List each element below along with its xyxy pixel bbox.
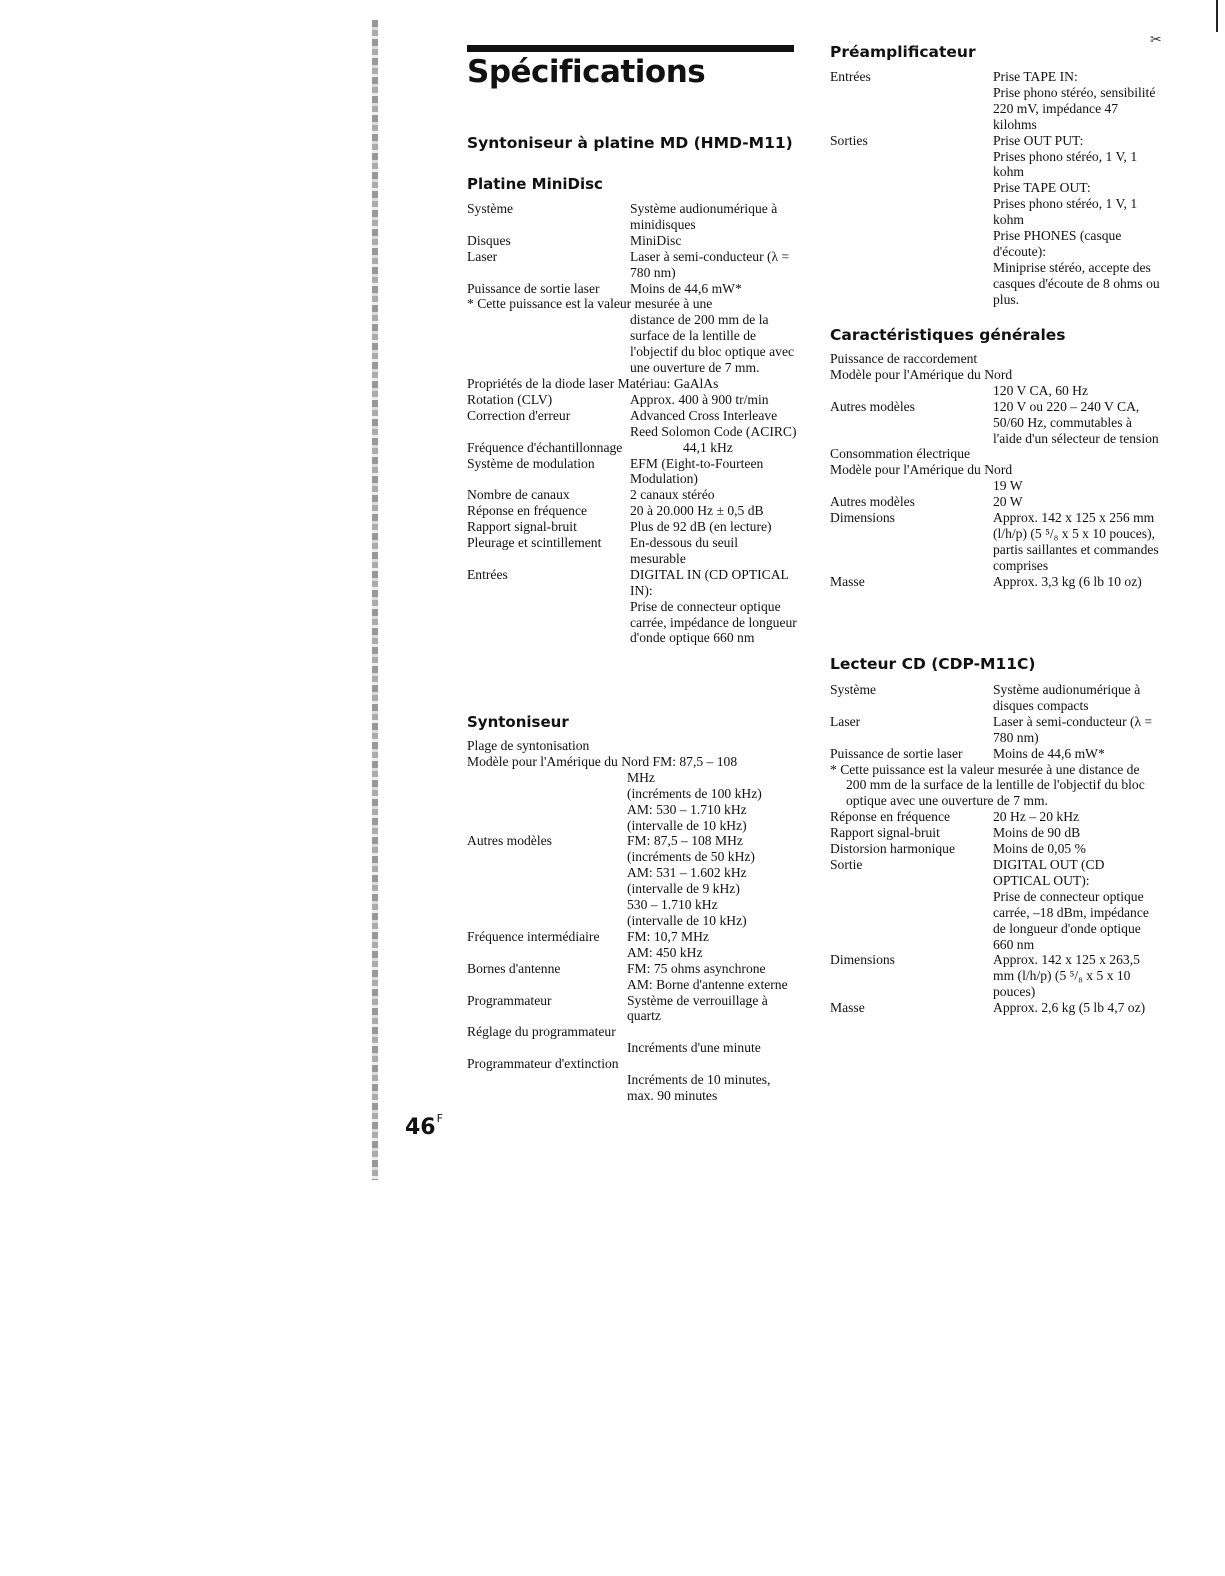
spec-label: Autres modèles — [830, 398, 915, 414]
spec-label: Entrées — [830, 69, 871, 84]
spec-value: Approx. 400 à 900 tr/min — [630, 391, 769, 407]
spec-value: FM: 10,7 MHz — [627, 928, 709, 944]
spec-row — [467, 567, 797, 647]
spec-line: Consommation électrique — [830, 446, 971, 462]
spec-value-group — [993, 133, 1160, 308]
spec-value: Moins de 0,05 % — [993, 841, 1086, 857]
spec-value: Laser à semi-conducteur (λ = 780 nm) — [993, 713, 1153, 745]
spec-value-group — [627, 929, 797, 961]
spec-value: Approx. 142 x 125 x 256 mm (l/h/p) (5 ⁵/₈ x 5 x 10 pouces), partis saillantes et commandes comprises — [993, 510, 1159, 573]
spec-label: Programmateur — [467, 992, 552, 1008]
spec-row — [467, 281, 797, 297]
spec-row — [467, 993, 797, 1025]
spec-label: Système de modulation — [467, 455, 595, 471]
spec-row — [830, 69, 1160, 133]
spec-row — [830, 841, 1160, 857]
spec-label: Système — [830, 682, 877, 697]
spec-label: Puissance de sortie laser — [830, 745, 963, 761]
spec-label: Nombre de canaux — [467, 487, 570, 503]
spec-label: Pleurage et scintillement — [467, 535, 602, 551]
spec-value: AM: 531 – 1.602 kHz — [627, 865, 747, 881]
spec-row — [830, 746, 1160, 762]
spec-value-group — [630, 567, 797, 647]
spec-value: AM: 450 kHz — [627, 944, 703, 960]
spec-row — [467, 249, 797, 281]
spec-row — [830, 383, 1160, 399]
spec-value: AM: Borne d'antenne externe — [627, 976, 788, 992]
spec-label: Masse — [830, 1000, 865, 1016]
spec-row — [830, 825, 1160, 841]
spec-row — [830, 809, 1160, 825]
spec-value: (intervalle de 10 kHz) — [627, 912, 747, 928]
spec-label: Entrées — [467, 566, 508, 582]
spec-value: DIGITAL OUT (CD OPTICAL OUT): — [993, 856, 1105, 888]
spec-value: Plus de 92 dB (en lecture) — [630, 519, 772, 535]
spec-row — [467, 392, 797, 408]
spec-row — [830, 1000, 1160, 1016]
spec-label: Autres modèles — [830, 494, 915, 510]
spec-line: Modèle pour l'Amérique du Nord — [830, 462, 1013, 478]
spec-value: Prise TAPE OUT: — [993, 180, 1091, 196]
footnote-line: * Cette puissance est la valeur mesurée à une — [467, 296, 713, 312]
spec-label: Dimensions — [830, 952, 895, 968]
page-number-suffix: F — [436, 1112, 443, 1125]
subsection-heading-tuner: Syntoniseur — [467, 713, 569, 731]
spec-label: Distorsion harmonique — [830, 841, 955, 857]
spec-value: Approx. 3,3 kg (6 lb 10 oz) — [993, 573, 1142, 589]
spec-row — [467, 535, 797, 567]
spec-label: Réponse en fréquence — [467, 503, 588, 519]
spec-row — [830, 574, 1160, 590]
spec-value: Approx. 142 x 125 x 263,5 mm (l/h/p) (5 ⁵/₈ x 5 x 10 pouces) — [993, 952, 1140, 1000]
spec-value: FM: 87,5 – 108 MHz — [627, 833, 743, 849]
spec-value: AM: 530 – 1.710 kHz — [627, 801, 747, 817]
spec-row — [830, 494, 1160, 510]
spec-value: MiniDisc — [630, 232, 682, 248]
spec-row — [467, 833, 797, 928]
spec-value: (incréments de 50 kHz) — [627, 849, 755, 865]
page-number: $46^F$ — [405, 1112, 443, 1140]
spec-value: Prise TAPE IN: — [993, 69, 1078, 84]
binding-edge — [372, 20, 378, 1180]
spec-value: 20 Hz – 20 kHz — [993, 809, 1080, 825]
spec-value-group — [627, 833, 797, 928]
spec-value: Prise OUT PUT: — [993, 132, 1084, 148]
spec-row — [467, 408, 797, 440]
spec-row — [467, 503, 797, 519]
spec-label: Bornes d'antenne — [467, 960, 561, 976]
spec-line: Modèle pour l'Amérique du Nord FM: 87,5 – 108 — [467, 753, 738, 769]
spec-value: Incréments de 10 minutes, max. 90 minutes — [627, 1072, 771, 1103]
spec-row — [830, 399, 1160, 447]
spec-value-group — [993, 857, 1160, 952]
spec-value: EFM (Eight-to-Fourteen Modulation) — [630, 455, 764, 487]
spec-label: Système — [467, 201, 514, 216]
spec-value: 20 W — [993, 494, 1023, 510]
spec-row — [830, 478, 1160, 494]
spec-value: 20 à 20.000 Hz ± 0,5 dB — [630, 503, 764, 519]
spec-value: DIGITAL IN (CD OPTICAL IN): — [630, 566, 789, 598]
spec-label: Disques — [467, 232, 511, 248]
subsection-heading-minidisc: Platine MiniDisc — [467, 175, 603, 193]
spec-row — [467, 1072, 797, 1104]
spec-row — [830, 133, 1160, 308]
spec-row — [467, 770, 797, 834]
page-title: Spécifications — [467, 54, 706, 90]
spec-value: 120 V CA, 60 Hz — [993, 382, 1089, 398]
general-spec-list — [830, 351, 1160, 590]
spec-value: Incréments d'une minute — [627, 1040, 761, 1056]
spec-value: (intervalle de 10 kHz) — [627, 817, 747, 833]
spec-value: Prises phono stéréo, 1 V, 1 kohm — [993, 148, 1138, 180]
spec-label: Laser — [467, 248, 498, 264]
title-rule — [467, 45, 794, 52]
spec-row — [830, 952, 1160, 1000]
spec-row — [467, 233, 797, 249]
footnote-text: * Cette puissance est la valeur mesurée à une distance de 200 mm de la surface de la lentille de l'objectif du bloc optique avec une ouverture de 7 mm. — [830, 761, 1145, 809]
spec-value: Advanced Cross Interleave Reed Solomon Code (ACIRC) — [630, 407, 797, 439]
spec-value: Prise de connecteur optique carrée, –18 dBm, impédance de longueur d'onde optique 660 nm — [993, 888, 1149, 952]
spec-value: Système audionumérique à disques compacts — [993, 682, 1141, 713]
spec-value: Prise PHONES (casque d'écoute): — [993, 228, 1122, 259]
cd-spec-list — [830, 682, 1160, 1016]
spec-value: Système audionumérique à minidisques — [630, 201, 778, 232]
spec-line: Plage de syntonisation — [467, 738, 590, 753]
spec-label: Laser — [830, 713, 861, 729]
page-edge-mark — [1216, 0, 1218, 32]
minidisc-spec-list — [467, 201, 797, 646]
spec-label: Rapport signal-bruit — [467, 519, 577, 535]
spec-row — [467, 487, 797, 503]
preamp-spec-list — [830, 69, 1160, 308]
spec-value: Prises phono stéréo, 1 V, 1 kohm — [993, 196, 1138, 228]
spec-value: (intervalle de 9 kHz) — [627, 881, 740, 897]
spec-value-group — [627, 770, 797, 834]
footnote-text: distance de 200 mm de la surface de la lentille de l'objectif du bloc optique avec une ouverture de 7 mm. — [630, 312, 795, 376]
section-heading-preamp: Préamplificateur — [830, 43, 976, 61]
spec-row — [830, 857, 1160, 952]
spec-line: Réglage du programmateur — [467, 1024, 616, 1040]
spec-value: Miniprise stéréo, accepte des casques d'écoute de 8 ohms ou plus. — [993, 259, 1160, 307]
spec-line: Programmateur d'extinction — [467, 1056, 619, 1072]
spec-value: Prise de connecteur optique carrée, impédance de longueur d'onde optique 660 nm — [630, 598, 797, 646]
section-heading-md-tuner: Syntoniseur à platine MD (HMD-M11) — [467, 134, 793, 152]
spec-row — [830, 682, 1160, 714]
spec-row — [467, 519, 797, 535]
spec-value-group — [993, 69, 1160, 133]
spec-label: Sortie — [830, 856, 863, 872]
spec-value: Moins de 90 dB — [993, 825, 1081, 841]
spec-label: Puissance de sortie laser — [467, 280, 600, 296]
spec-value: 120 V ou 220 – 240 V CA, 50/60 Hz, commutables à l'aide d'un sélecteur de tension — [993, 398, 1159, 446]
spec-label: Rapport signal-bruit — [830, 825, 940, 841]
spec-label: Fréquence d'échantillonnage — [467, 439, 623, 455]
spec-row — [467, 1040, 797, 1056]
spec-value: En-dessous du seuil mesurable — [630, 535, 738, 566]
scissors-icon: ✂ — [1150, 32, 1162, 48]
spec-line: Propriétés de la diode laser Matériau: GaAlAs — [467, 375, 719, 391]
spec-label: Fréquence intermédiaire — [467, 928, 600, 944]
footnote-continuation — [467, 312, 797, 376]
spec-row — [467, 456, 797, 488]
spec-label: Rotation (CLV) — [467, 391, 553, 407]
tuner-spec-list — [467, 738, 797, 1104]
spec-value: Moins de 44,6 mW* — [993, 745, 1105, 761]
spec-value: Prise phono stéréo, sensibilité 220 mV, impédance 47 kilohms — [993, 84, 1156, 132]
spec-line: Puissance de raccordement — [830, 351, 978, 366]
spec-label: Réponse en fréquence — [830, 809, 951, 825]
spec-label: Autres modèles — [467, 833, 552, 849]
spec-value: Laser à semi-conducteur (λ = 780 nm) — [630, 248, 790, 280]
spec-value: 44,1 kHz — [683, 439, 733, 455]
spec-value: Moins de 44,6 mW* — [630, 280, 742, 296]
spec-label: Correction d'erreur — [467, 407, 571, 423]
spec-row — [830, 510, 1160, 574]
spec-value: 19 W — [993, 478, 1023, 494]
spec-value: 2 canaux stéréo — [630, 487, 715, 503]
spec-value: MHz — [627, 769, 655, 785]
spec-row — [830, 714, 1160, 746]
spec-value: Système de verrouillage à quartz — [627, 992, 768, 1024]
spec-label: Dimensions — [830, 510, 895, 526]
spec-label: Masse — [830, 573, 865, 589]
spec-row — [467, 929, 797, 961]
spec-value: 530 – 1.710 kHz — [627, 897, 718, 913]
section-heading-cd: Lecteur CD (CDP-M11C) — [830, 655, 1036, 673]
spec-value: Approx. 2,6 kg (5 lb 4,7 oz) — [993, 1000, 1146, 1016]
spec-row — [467, 440, 797, 456]
section-heading-general: Caractéristiques générales — [830, 326, 1066, 344]
spec-row — [467, 961, 797, 993]
spec-row — [467, 201, 797, 233]
spec-value: FM: 75 ohms asynchrone — [627, 960, 766, 976]
spec-line: Modèle pour l'Amérique du Nord — [830, 366, 1013, 382]
spec-value-group — [627, 961, 797, 993]
spec-value: (incréments de 100 kHz) — [627, 785, 762, 801]
spec-label: Sorties — [830, 132, 868, 148]
